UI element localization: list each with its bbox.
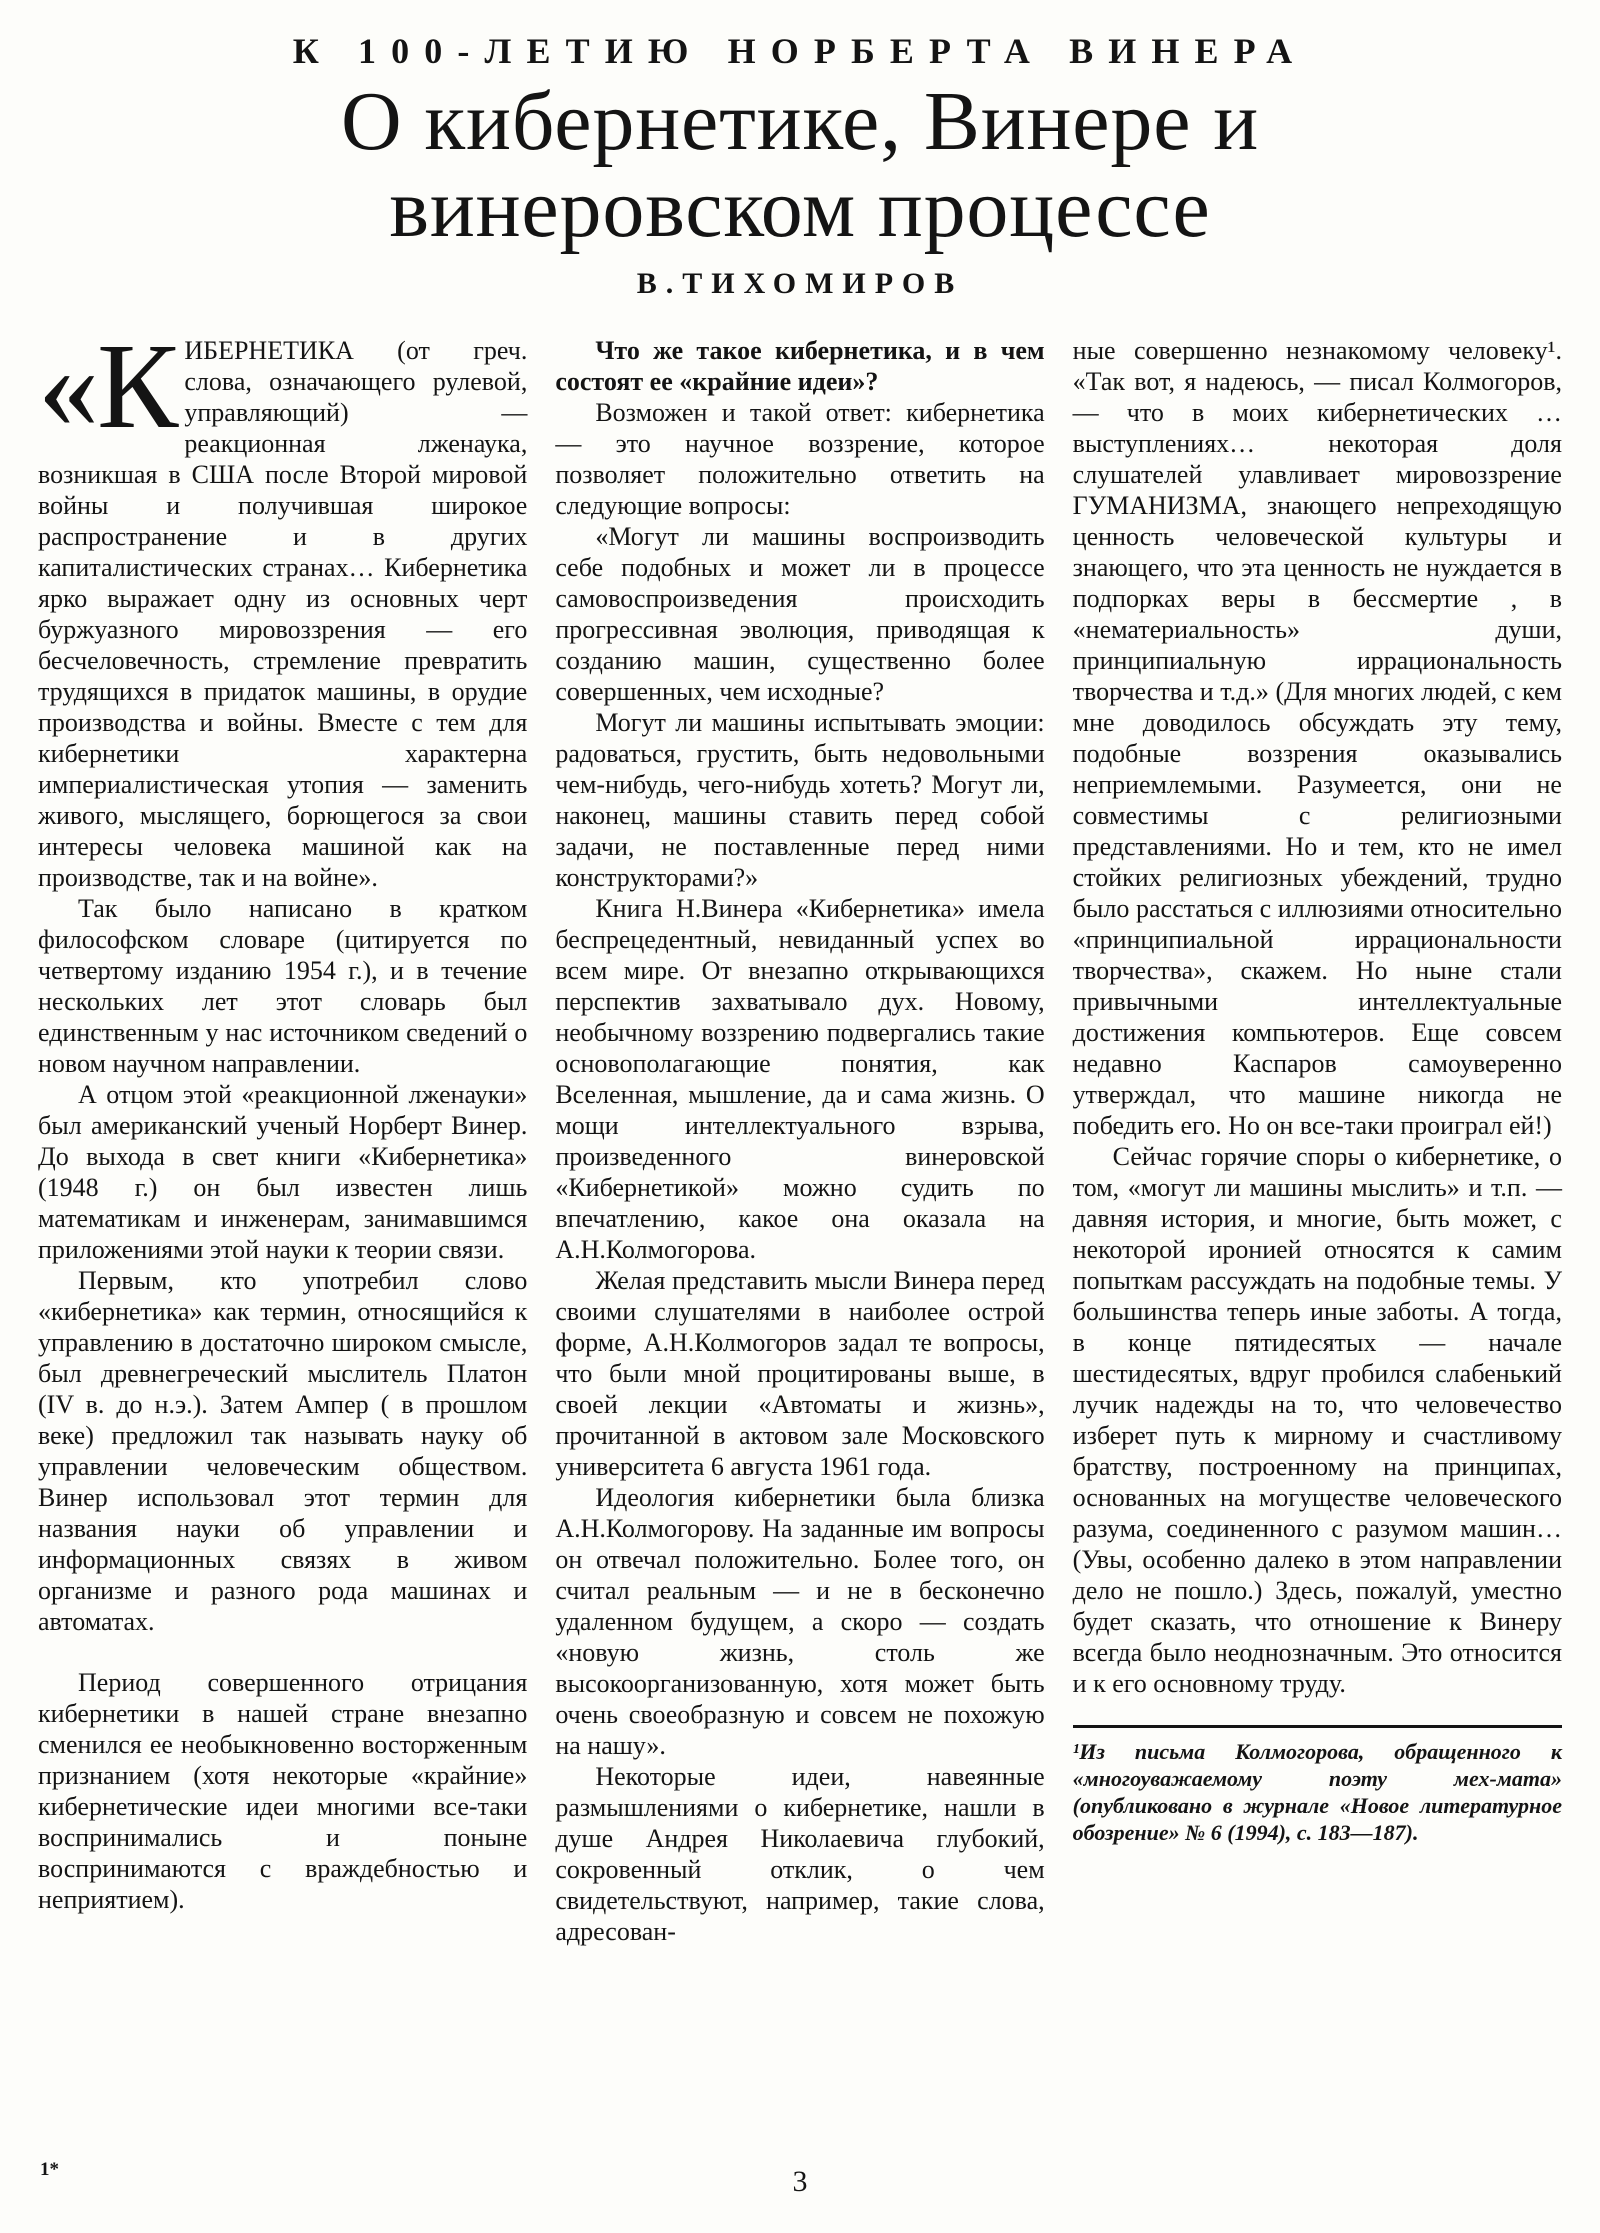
paragraph: Так было написано в кратком философском словаре (цитируется по четвертому изданию 1954 г.), и в течение нескольких лет этот словарь был единственным у нас источником сведений о новом научном направлении. [38, 893, 528, 1078]
paragraph: Период совершенного отрицания кибернетики в нашей стране внезапно сменился ее необыкновенно восторженным признанием (хотя некоторые «крайние» кибернетические идеи многими все-таки воспринимались и поныне воспринимаются с враждебностью и неприятием). [38, 1667, 528, 1914]
paragraph: Идеология кибернетики была близка А.Н.Колмогорову. На заданные им вопросы он отвечал положительно. Более того, он считал реальным — и не в бесконечно удаленном будущем, а скоро — создать «новую жизнь, столь же высокоорганизованную, хотя может быть очень своеобразную и совсем не похожую на нашу». [555, 1482, 1045, 1760]
paragraph: Сейчас горячие споры о кибернетике, о том, «могут ли машины мыслить» и т.п. — давняя история, и многие, быть может, с некоторой иронией относятся к самим попыткам рассуждать на подобные темы. У большинства теперь иные заботы. А тогда, в конце пятидесятых — начале шестидесятых, вдруг пробился слабенький лучик надежды на то, что человечество изберет путь к мирному и счастливому братству, построенному на принципах, основанных на могуществе человеческого разума, соединенного с разумом машин… (Увы, особенно далеко в этом направлении дело не пошло.) Здесь, пожалуй, уместно будет сказать, что отношение к Винеру всегда было неоднозначным. Это относится и к его основному труду. [1072, 1141, 1562, 1698]
paragraph: Некоторые идеи, навеянные размышлениями о кибернетике, нашли в душе Андрея Николаевича глубокий, сокровенный отклик, о чем свидетельствуют, например, такие слова, адресован- [555, 1761, 1045, 1946]
title-line-1: О кибернетике, Винере и [340, 75, 1259, 168]
page-number: 3 [792, 2165, 808, 2198]
title-line-2: винеровском процессе [389, 162, 1211, 256]
paragraph: Возможен и такой ответ: кибернетика — это научное воззрение, которое позволяет положительно ответить на следующие вопросы: [555, 397, 1045, 520]
dropcap: «К [38, 318, 177, 454]
column-3 [1073, 335, 1562, 1947]
footnote: ¹Из письма Колмогорова, обращенного к «многоуважаемому поэту мех-мата» (опубликовано в журнале «Новое литературное обозрение» № 6 (1994), с. 183—187). [1073, 1725, 1562, 1846]
opening-paragraph [38, 318, 528, 893]
paragraph-text: ИБЕРНЕТИКА (от греч. слова, означающего рулевой, управляющий) — реакционная лженаука, возникшая в США после Второй мировой войны и получившая широкое распространение и в других капиталистических странах… Кибернетика ярко выражает одну из основных черт буржуазного мировоззрения — его бесчеловечность, стремление превратить трудящихся в придаток машины, в орудие производства и войны. Вместе с тем для кибернетики характерна империалистическая утопия — заменить живого, мыслящего, борющегося за свои интересы человека машиной как на производстве, так и на войне». [38, 335, 528, 892]
column-1 [38, 318, 528, 1947]
paragraph: А отцом этой «реакционной лженауки» был американский ученый Норберт Винер. До выхода в свет книги «Кибернетика» (1948 г.) он был известен лишь математикам и инженерам, занимавшимся приложениями этой науки к теории связи. [38, 1079, 528, 1264]
signature-mark: 1* [40, 2159, 59, 2180]
continuation-paragraph: ные совершенно незнакомому человеку¹. «Так вот, я надеюсь, — писал Колмогоров, — что в моих кибернетических … выступлениях… некоторая доля слушателей улавливает мировоззрение ГУМАНИЗМА, знающего непреходящую ценность человеческой культуры и знающего, что эта ценность не нуждается в подпорках веры в бессмертие , в «нематериальность» души, принципиальную иррациональность творчества и т.д.» (Для многих людей, с кем мне доводилось обсуждать эту тему, подобные воззрения оказывались неприемлемыми. Разумеется, они не совместимы с религиозными представлениями. Но и тем, кто не имел стойких религиозных убеждений, трудно было расстаться с иллюзиями относительно «принципиальной иррациональности творчества», скажем. Но ныне стали привычными интеллектуальные достижения компьютеров. Еще совсем недавно Каспаров самоуверенно утверждал, что машине никогда не победить его. Но он все-таки проиграл ей!) [1072, 335, 1562, 1140]
author-byline: В.ТИХОМИРОВ [636, 266, 964, 300]
paragraph: Желая представить мысли Винера перед своими слушателями в наиболее острой форме, А.Н.Колмогоров задал те вопросы, что были мной процитированы выше, в своей лекции «Автоматы и жизнь», прочитанной в актовом зале Московского университета 6 августа 1961 года. [555, 1265, 1045, 1481]
page-title [38, 75, 1562, 256]
paragraph: Книга Н.Винера «Кибернетика» имела беспрецедентный, невиданный успех во всем мире. От внезапно открывающихся перспектив захватывало дух. Новому, необычному воззрению подвергались такие основополагающие понятия, как Вселенная, мышление, да и сама жизнь. О мощи интеллектуального взрыва, произведенного винеровской «Кибернетикой» можно судить по впечатлению, какое она оказала на А.Н.Колмогорова. [555, 893, 1045, 1264]
paragraph: «Могут ли машины воспроизводить себе подобных и может ли в процессе самовоспроизведения происходить прогрессивная эволюция, приводящая к созданию машин, существенно более совершенных, чем исходные? [555, 521, 1045, 706]
paragraph: Первым, кто употребил слово «кибернетика» как термин, относящийся к управлению в достаточно широком смысле, был древнегреческий мыслитель Платон (IV в. до н.э.). Затем Ампер ( в прошлом веке) предложил так называть науку об управлении человеческим обществом. Винер использовал этот термин для названия науки об управлении и информационных связях в живом организме и разного рода машинах и автоматах. [38, 1265, 528, 1636]
column-2 [555, 335, 1044, 1947]
article-columns [38, 318, 1562, 1947]
paragraph: Могут ли машины испытывать эмоции: радоваться, грустить, быть недовольными чем-нибудь, чего-нибудь хотеть? Могут ли, наконец, машины ставить перед собой задачи, не поставленные перед ними конструкторами?» [555, 707, 1045, 892]
kicker: К 100-ЛЕТИЮ НОРБЕРТА ВИНЕРА [292, 31, 1308, 71]
lead-question-paragraph: Что же такое кибернетика, и в чем состоят ее «крайние идеи»? [555, 335, 1045, 396]
